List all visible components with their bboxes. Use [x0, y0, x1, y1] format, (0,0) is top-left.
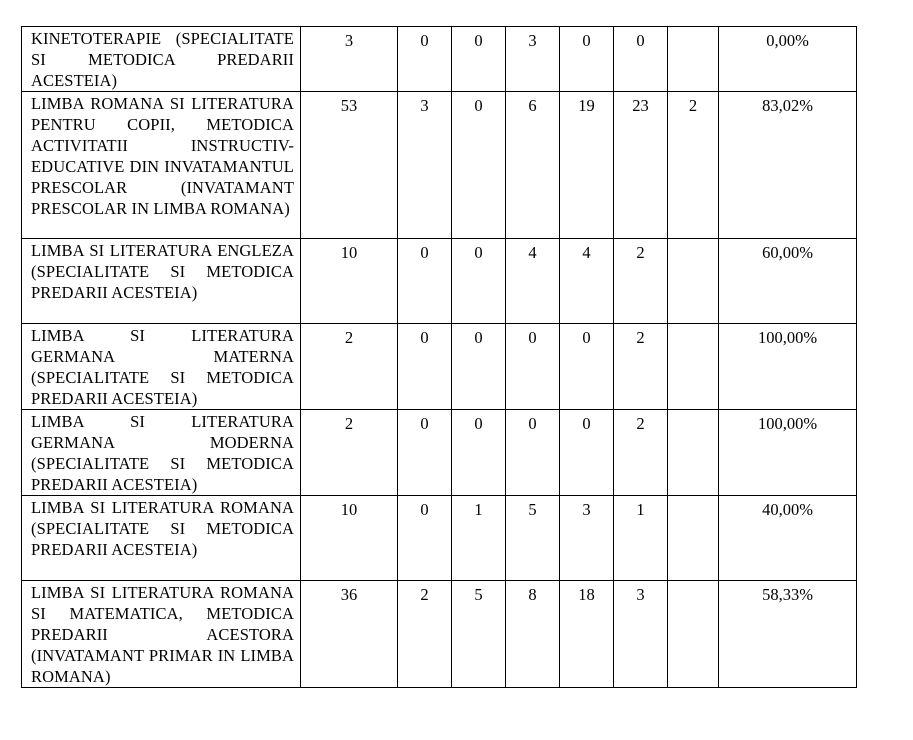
- count-cell: [668, 239, 719, 324]
- count-cell: 0: [506, 410, 560, 496]
- count-cell: 5: [452, 581, 506, 688]
- count-cell: [668, 496, 719, 581]
- table-row: [22, 410, 857, 496]
- count-cell: [668, 324, 719, 410]
- count-cell: 0: [452, 92, 506, 239]
- percentage-cell: 83,02%: [719, 92, 857, 239]
- count-cell: 36: [301, 581, 398, 688]
- count-cell: 3: [301, 27, 398, 92]
- count-cell: 19: [560, 92, 614, 239]
- count-cell: 0: [614, 27, 668, 92]
- count-cell: 3: [614, 581, 668, 688]
- count-cell: 3: [398, 92, 452, 239]
- count-cell: 5: [506, 496, 560, 581]
- count-cell: 0: [560, 27, 614, 92]
- percentage-cell: 0,00%: [719, 27, 857, 92]
- count-cell: 0: [398, 496, 452, 581]
- count-cell: 53: [301, 92, 398, 239]
- subject-cell: LIMBA ROMANA SI LITERATURA PENTRU COPII, METODICA ACTIVITATII INSTRUCTIV-EDUCATIVE DIN INVATAMANTUL PRESCOLAR (INVATAMANT PRESCOLAR IN LIMBA ROMANA): [22, 92, 301, 239]
- table-row: [22, 324, 857, 410]
- table-row: [22, 239, 857, 324]
- count-cell: 1: [452, 496, 506, 581]
- percentage-cell: 40,00%: [719, 496, 857, 581]
- percentage-cell: 58,33%: [719, 581, 857, 688]
- count-cell: 0: [398, 27, 452, 92]
- percentage-cell: 100,00%: [719, 324, 857, 410]
- count-cell: 0: [452, 324, 506, 410]
- count-cell: 4: [506, 239, 560, 324]
- count-cell: 0: [560, 324, 614, 410]
- count-cell: 4: [560, 239, 614, 324]
- count-cell: 2: [301, 324, 398, 410]
- count-cell: 18: [560, 581, 614, 688]
- count-cell: 0: [452, 410, 506, 496]
- count-cell: 0: [506, 324, 560, 410]
- subject-cell: LIMBA SI LITERATURA ROMANA SI MATEMATICA, METODICA PREDARII ACESTORA (INVATAMANT PRIMAR IN LIMBA ROMANA): [22, 581, 301, 688]
- subject-cell: LIMBA SI LITERATURA GERMANA MODERNA (SPECIALITATE SI METODICA PREDARII ACESTEIA): [22, 410, 301, 496]
- results-table: [21, 26, 857, 688]
- subject-cell: LIMBA SI LITERATURA ROMANA (SPECIALITATE SI METODICA PREDARII ACESTEIA): [22, 496, 301, 581]
- count-cell: 0: [398, 239, 452, 324]
- count-cell: 3: [560, 496, 614, 581]
- percentage-cell: 100,00%: [719, 410, 857, 496]
- count-cell: 2: [301, 410, 398, 496]
- table-row: [22, 581, 857, 688]
- count-cell: 2: [614, 410, 668, 496]
- count-cell: 2: [614, 239, 668, 324]
- count-cell: 0: [398, 324, 452, 410]
- count-cell: 3: [506, 27, 560, 92]
- count-cell: 23: [614, 92, 668, 239]
- count-cell: [668, 410, 719, 496]
- count-cell: [668, 27, 719, 92]
- table-row: [22, 92, 857, 239]
- count-cell: 0: [452, 27, 506, 92]
- subject-cell: KINETOTERAPIE (SPECIALITATE SI METODICA PREDARII ACESTEIA): [22, 27, 301, 92]
- percentage-cell: 60,00%: [719, 239, 857, 324]
- count-cell: 10: [301, 496, 398, 581]
- count-cell: [668, 581, 719, 688]
- count-cell: 8: [506, 581, 560, 688]
- count-cell: 2: [398, 581, 452, 688]
- count-cell: 2: [668, 92, 719, 239]
- count-cell: 2: [614, 324, 668, 410]
- subject-cell: LIMBA SI LITERATURA GERMANA MATERNA (SPECIALITATE SI METODICA PREDARII ACESTEIA): [22, 324, 301, 410]
- subject-cell: LIMBA SI LITERATURA ENGLEZA (SPECIALITATE SI METODICA PREDARII ACESTEIA): [22, 239, 301, 324]
- count-cell: 0: [398, 410, 452, 496]
- count-cell: 1: [614, 496, 668, 581]
- count-cell: 6: [506, 92, 560, 239]
- table-row: [22, 496, 857, 581]
- count-cell: 0: [560, 410, 614, 496]
- count-cell: 10: [301, 239, 398, 324]
- table-row: [22, 27, 857, 92]
- count-cell: 0: [452, 239, 506, 324]
